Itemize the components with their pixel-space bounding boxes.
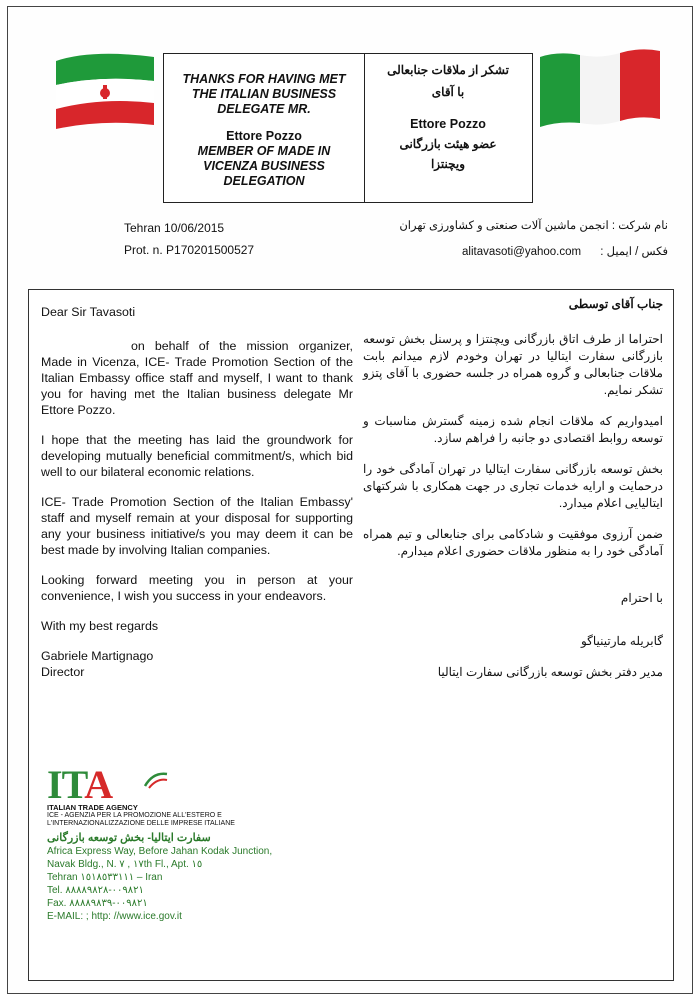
greeting-fa: جناب آقای توسطی [568, 297, 663, 311]
ita-subtitle: ITALIAN TRADE AGENCY ICE - AGENZIA PER LA PROMOZIONE ALL'ESTERO E L'INTERNAZIONALIZZAZIONE DELLE IMPRESE ITALIANE [47, 803, 235, 827]
greeting-en: Dear Sir Tavasoti [41, 305, 136, 319]
header-fa-city: ویچنتزا [430, 157, 466, 171]
fax-email-label: فکس / ایمیل : [600, 246, 668, 258]
ita-fa-name: سفارت ایتالیا- بخش توسعه بازرگانی [47, 832, 211, 844]
fax-line: Fax. ٠٠٩٨٢١-٨٨٨٨٩٨٣٩ [47, 898, 148, 909]
paragraph-fa-1: احتراما از طرف اتاق بازرگانی ویچنتزا و پرسنل بخش توسعه بازرگانی سفارت ایتالیا در تهران وخودم لازم میدانم بابت ملاقات جنابعالی و گروه همراه در جلسه حضوری با آقای پتزو تشکر نمایم. [363, 332, 663, 397]
letter-english [41, 304, 353, 680]
header-english [164, 54, 365, 202]
role-fa: مدیر دفتر بخش توسعه بازرگانی سفارت ایتالیا [437, 665, 663, 679]
ita-swoosh-icon [143, 770, 169, 790]
paragraph-fa-4: ضمن آرزوی موفقیت و شادکامی برای جنابعالی و تیم همراه آمادگی خود را به منظور ملاقات حضوری اعلام میدارم. [363, 527, 663, 558]
paragraph-fa-2: امیدواریم که ملاقات انجام شده زمینه گسترش مناسبات و توسعه روابط اقتصادی دو جانبه را فراهم سازد. [363, 414, 663, 445]
protocol-number: Prot. n. P170201500527 [124, 243, 255, 257]
paragraph-en-3: ICE- Trade Promotion Section of the Italian Embassy' staff and myself remain at your disposal for supporting any your business initiative/s you may deem it can be best made by involving Italian companies. [41, 495, 353, 557]
email-line: E-MAIL: ; http: //www.ice.gov.it [47, 911, 182, 922]
header-line: VICENZA BUSINESS [203, 159, 325, 173]
letter-page [7, 6, 693, 994]
header-persian [365, 54, 531, 202]
place-date: Tehran 10/06/2015 [124, 221, 225, 235]
italy-flag-icon [536, 47, 664, 129]
closing-en: With my best regards [41, 619, 159, 633]
signer-fa: گابریله مارتینیاگو [580, 634, 663, 648]
closing-fa: با احترام [620, 591, 663, 605]
signer-en: Gabriele Martignago [41, 649, 154, 663]
letter-persian [363, 296, 663, 695]
header-fa-member: عضو هیئت بازرگانی [399, 137, 497, 151]
header-line: DELEGATE MR. [217, 102, 311, 116]
email-address: alitavasoti@yahoo.com [462, 246, 582, 258]
paragraph-en-4: Looking forward meeting you in person at your convenience, I wish you success in your endeavors. [41, 573, 353, 603]
ita-logo-block [47, 762, 287, 923]
header-fa-title: تشکر از ملاقات جنابعالی [387, 63, 509, 77]
header-fa-mr: با آقای [431, 85, 465, 99]
fax-email-line [399, 239, 668, 265]
address-line: Tehran ١٥١٨٥٣٣١١١ – Iran [47, 872, 163, 883]
company-name: نام شرکت : انجمن ماشین آلات صنعتی و کشاورزی تهران [399, 220, 668, 232]
header-fa-name: Ettore Pozzo [410, 117, 486, 131]
paragraph-fa-3: بخش توسعه بازرگانی سفارت ایتالیا در تهران آمادگی خود را درحمایت و ارایه خدمات تجاری در جهت همکاری با شرکتهای ایتالیایی اعلام میدارد. [363, 462, 663, 510]
paragraph-en-1: on behalf of the mission organizer, Made in Vicenza, ICE- Trade Promotion Section of the Italian Embassy office staff and myself, I want to thank you for having met the Italian business delegate Mr Ettore Pozzo. [41, 339, 353, 417]
meta-right [399, 213, 668, 265]
address-line: Navak Bldg., N. ١٧ , ٧th Fl., Apt. ١٥ [47, 859, 203, 870]
iran-flag-icon [52, 47, 158, 129]
tel-line: Tel. ٠٠٩٨٢١-٨٨٨٨٩٨٢٨ [47, 885, 144, 896]
letter-body [28, 289, 674, 981]
header-line: MEMBER OF MADE IN [197, 144, 331, 158]
address-line: Africa Express Way, Before Jahan Kodak Junction, [47, 846, 273, 857]
ita-address [47, 832, 287, 923]
header-line: THE ITALIAN BUSINESS [191, 87, 337, 101]
header-name: Ettore Pozzo [226, 129, 302, 143]
header-line: DELEGATION [223, 174, 305, 188]
ita-logo-letters: ITA [47, 762, 113, 807]
header-box [163, 53, 533, 203]
ita-logo [47, 762, 177, 807]
header-line: THANKS FOR HAVING MET [182, 72, 346, 86]
paragraph-en-2: I hope that the meeting has laid the groundwork for developing mutually beneficial commitment/s, which bid well to our bilateral economic relations. [41, 433, 353, 479]
meta-left [124, 217, 254, 261]
role-en: Director [41, 665, 85, 679]
